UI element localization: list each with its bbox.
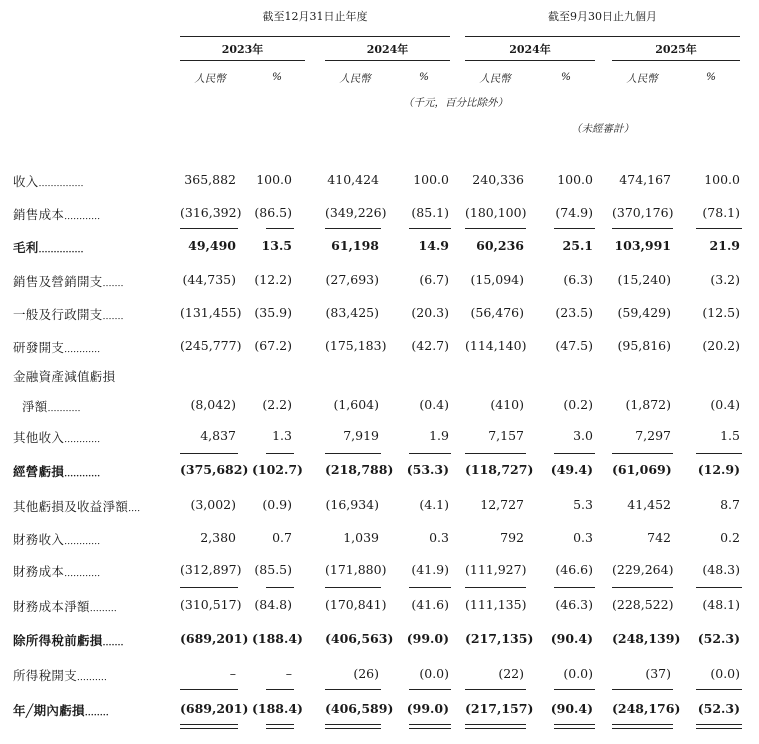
cell-2025-nm-amount: (248,176): [612, 701, 681, 716]
subtotal-rule: [696, 587, 742, 588]
cell-2024-pct: (42.7): [411, 338, 449, 353]
leader-dots: ．．．．．．．: [102, 279, 129, 289]
cell-2025-nm-amount: (59,429): [617, 305, 671, 320]
subtotal-rule: [180, 453, 238, 454]
cell-2024-nm-pct: (6.3): [563, 272, 593, 287]
row-label: [13, 562, 105, 580]
subtotal-rule: [409, 689, 451, 690]
unit-pct-2024-nine-months: %: [561, 71, 571, 83]
cell-2024-pct: (99.0): [406, 701, 449, 716]
year-rule-2024: [325, 60, 450, 61]
subtotal-rule: [465, 228, 526, 229]
subtotal-rule: [554, 689, 595, 690]
cell-2024-nm-amount: (410): [490, 397, 524, 412]
unit-pct-2023: %: [272, 71, 282, 83]
cell-2025-nm-pct: (78.1): [702, 205, 740, 220]
cell-2023-pct: (12.2): [254, 272, 292, 287]
cell-2024-amount: 410,424: [327, 172, 379, 187]
unit-rmb-2025-nine-months: 人民幣: [626, 73, 658, 85]
cell-2023-pct: (188.4): [252, 631, 303, 646]
subtotal-rule: [325, 453, 381, 454]
row-label-text: 除所得稅前虧損: [13, 633, 103, 648]
cell-2023-amount: (44,735): [182, 272, 236, 287]
unaudited-note: （未經審計）: [571, 123, 634, 135]
group-rule-full-year: [180, 36, 450, 37]
cell-2023-amount: 365,882: [184, 172, 236, 187]
subtotal-rule: [325, 587, 381, 588]
cell-2025-nm-pct: (12.5): [702, 305, 740, 320]
leader-dots: ．．．．．．．: [102, 312, 129, 322]
cell-2024-amount: 7,919: [343, 428, 379, 443]
leader-dots: ．．．．．．．．．．．．: [64, 537, 105, 547]
cell-2024-amount: (406,563): [325, 631, 394, 646]
subtotal-rule: [180, 587, 238, 588]
cell-2025-nm-amount: (228,522): [612, 597, 674, 612]
cell-2023-amount: 2,380: [200, 530, 236, 545]
cell-2024-nm-amount: 60,236: [476, 238, 524, 253]
cell-2024-nm-pct: 3.0: [573, 428, 593, 443]
group-header-full-year: 截至12月31日止年度: [262, 10, 368, 23]
year-rule-2024-nine-months: [465, 60, 595, 61]
cell-2023-pct: (0.9): [262, 497, 292, 512]
year-rule-2025-nine-months: [612, 60, 740, 61]
total-double-rule: [465, 724, 526, 729]
unit-note: （千元，百分比除外）: [403, 97, 508, 109]
cell-2024-nm-amount: 240,336: [472, 172, 524, 187]
cell-2024-nm-amount: (118,727): [465, 462, 534, 477]
cell-2025-nm-amount: (1,872): [625, 397, 671, 412]
row-label-text: 財務收入: [13, 532, 65, 547]
leader-dots: ．．．．．．．．．: [89, 604, 122, 614]
row-label-text: 其他收入: [13, 430, 65, 445]
subtotal-rule: [554, 228, 595, 229]
cell-2023-amount: (375,682): [180, 462, 249, 477]
year-header-2025-nine-months: 2025年: [655, 43, 697, 56]
cell-2024-nm-amount: (15,094): [470, 272, 524, 287]
total-double-rule: [325, 724, 381, 729]
cell-2025-nm-pct: 0.2: [720, 530, 740, 545]
leader-dots: ．．．．．．．．．．．．．．．: [38, 245, 89, 255]
cell-2024-pct: (0.0): [419, 666, 449, 681]
total-double-rule: [554, 724, 595, 729]
cell-2024-nm-pct: (47.5): [555, 338, 593, 353]
row-label: [13, 172, 88, 190]
cell-2024-nm-pct: (46.6): [555, 562, 593, 577]
leader-dots: ．．．．．．．．．．．．: [64, 212, 105, 222]
cell-2023-pct: 0.7: [272, 530, 292, 545]
cell-2025-nm-amount: 474,167: [619, 172, 671, 187]
cell-2023-amount: (245,777): [180, 338, 242, 353]
subtotal-rule: [409, 587, 451, 588]
cell-2023-amount: (689,201): [180, 701, 249, 716]
cell-2024-amount: (27,693): [325, 272, 379, 287]
leader-dots: ．．．．．．．．．．: [77, 673, 112, 683]
cell-2024-nm-amount: (111,927): [465, 562, 527, 577]
subtotal-rule: [465, 689, 526, 690]
group-header-nine-months: 截至9月30日止九個月: [548, 10, 657, 23]
cell-2024-nm-pct: 0.3: [573, 530, 593, 545]
unit-rmb-2023: 人民幣: [194, 73, 226, 85]
subtotal-rule: [465, 587, 526, 588]
row-label: [13, 367, 115, 385]
subtotal-rule: [696, 228, 742, 229]
row-label-text: 財務成本: [13, 564, 65, 579]
total-double-rule: [696, 724, 742, 729]
cell-2024-nm-pct: (23.5): [555, 305, 593, 320]
cell-2025-nm-pct: (0.4): [710, 397, 740, 412]
cell-2024-amount: (1,604): [333, 397, 379, 412]
cell-2024-nm-amount: (180,100): [465, 205, 527, 220]
subtotal-rule: [409, 228, 451, 229]
row-label: [13, 666, 112, 684]
cell-2025-nm-pct: (48.1): [702, 597, 740, 612]
leader-dots: ．．．．．．．．．．．．: [64, 345, 105, 355]
cell-2023-pct: (84.8): [254, 597, 292, 612]
cell-2025-nm-amount: 742: [647, 530, 671, 545]
cell-2024-amount: (406,589): [325, 701, 394, 716]
cell-2024-nm-pct: 25.1: [562, 238, 593, 253]
row-label-text: 毛利: [13, 240, 39, 255]
row-label-text: 金融資產減值虧損: [13, 369, 116, 384]
cell-2025-nm-pct: (52.3): [697, 631, 740, 646]
cell-2023-amount: (3,002): [190, 497, 236, 512]
cell-2024-pct: (53.3): [406, 462, 449, 477]
subtotal-rule: [325, 228, 381, 229]
cell-2024-nm-amount: (56,476): [470, 305, 524, 320]
cell-2023-pct: 13.5: [261, 238, 292, 253]
cell-2024-nm-amount: (217,135): [465, 631, 534, 646]
cell-2023-amount: 49,490: [188, 238, 236, 253]
cell-2023-amount: (316,392): [180, 205, 242, 220]
total-double-rule: [266, 724, 294, 729]
cell-2025-nm-amount: (229,264): [612, 562, 674, 577]
cell-2025-nm-amount: 41,452: [627, 497, 671, 512]
leader-dots: ．．．．．．．．: [84, 708, 114, 718]
row-label: [13, 701, 113, 719]
year-header-2024: 2024年: [366, 43, 409, 56]
cell-2024-amount: (170,841): [325, 597, 387, 612]
cell-2024-pct: (41.6): [411, 597, 449, 612]
row-label-text: 淨額: [22, 399, 48, 414]
subtotal-rule: [554, 453, 595, 454]
leader-dots: ．．．．．．．．．．．．．．．: [38, 179, 89, 189]
cell-2023-amount: (8,042): [190, 397, 236, 412]
cell-2023-amount: (310,517): [180, 597, 242, 612]
row-label-text: 其他虧損及收益淨額: [13, 499, 129, 514]
cell-2024-nm-amount: (114,140): [465, 338, 527, 353]
row-label: [13, 205, 105, 223]
leader-dots: ．．．．．．．．．．．．: [64, 469, 105, 479]
cell-2023-pct: (2.2): [262, 397, 292, 412]
year-header-2023: 2023年: [221, 43, 264, 56]
total-double-rule: [180, 724, 238, 729]
cell-2025-nm-amount: 7,297: [635, 428, 671, 443]
row-label: [13, 238, 88, 256]
cell-2025-nm-amount: (61,069): [612, 462, 672, 477]
cell-2024-pct: 100.0: [413, 172, 449, 187]
subtotal-rule: [612, 587, 673, 588]
subtotal-rule: [612, 689, 673, 690]
cell-2024-nm-amount: (217,157): [465, 701, 534, 716]
row-label-text: 銷售成本: [13, 207, 65, 222]
cell-2025-nm-amount: (95,816): [617, 338, 671, 353]
cell-2023-pct: (102.7): [252, 462, 303, 477]
cell-2025-nm-pct: 1.5: [720, 428, 740, 443]
cell-2023-pct: (35.9): [254, 305, 292, 320]
cell-2024-nm-pct: (49.4): [550, 462, 593, 477]
cell-2024-pct: (4.1): [419, 497, 449, 512]
cell-2024-nm-pct: 100.0: [557, 172, 593, 187]
year-header-2024-nine-months: 2024年: [509, 43, 551, 56]
leader-dots: ．．．．．．．: [102, 638, 129, 648]
subtotal-rule: [325, 689, 381, 690]
leader-dots: ．．．．．．．．．．．．: [64, 569, 105, 579]
group-rule-nine-months: [465, 36, 740, 37]
cell-2024-nm-amount: 792: [500, 530, 524, 545]
cell-2024-amount: (218,788): [325, 462, 394, 477]
cell-2024-pct: 0.3: [429, 530, 449, 545]
cell-2024-nm-pct: (90.4): [550, 701, 593, 716]
subtotal-rule: [266, 689, 294, 690]
subtotal-rule: [180, 228, 238, 229]
cell-2024-amount: (26): [353, 666, 379, 681]
cell-2024-pct: (85.1): [411, 205, 449, 220]
subtotal-rule: [696, 453, 742, 454]
row-label-text: 銷售及營銷開支: [13, 274, 103, 289]
subtotal-rule: [180, 689, 238, 690]
cell-2025-nm-pct: (20.2): [702, 338, 740, 353]
leader-dots: ．．．．: [128, 504, 145, 514]
cell-2023-pct: (85.5): [254, 562, 292, 577]
cell-2023-pct: (86.5): [254, 205, 292, 220]
cell-2023-pct: –: [285, 666, 292, 681]
subtotal-rule: [696, 689, 742, 690]
cell-2025-nm-pct: (12.9): [697, 462, 740, 477]
subtotal-rule: [409, 453, 451, 454]
cell-2025-nm-pct: (52.3): [697, 701, 740, 716]
cell-2023-amount: 4,837: [200, 428, 236, 443]
cell-2023-pct: 1.3: [272, 428, 292, 443]
cell-2025-nm-pct: 21.9: [709, 238, 740, 253]
cell-2024-amount: (16,934): [325, 497, 379, 512]
cell-2025-nm-pct: 8.7: [720, 497, 740, 512]
cell-2023-pct: 100.0: [256, 172, 292, 187]
cell-2024-pct: (20.3): [411, 305, 449, 320]
row-label: [13, 597, 121, 615]
row-label: [13, 462, 105, 480]
row-label: [13, 428, 105, 446]
leader-dots: ．．．．．．．．．．．: [47, 404, 86, 414]
cell-2024-pct: (0.4): [419, 397, 449, 412]
cell-2024-nm-amount: 7,157: [488, 428, 524, 443]
cell-2025-nm-pct: (3.2): [710, 272, 740, 287]
unit-rmb-2024-nine-months: 人民幣: [479, 73, 511, 85]
cell-2023-pct: (67.2): [254, 338, 292, 353]
cell-2023-pct: (188.4): [252, 701, 303, 716]
year-rule-2023: [180, 60, 305, 61]
cell-2025-nm-amount: (37): [645, 666, 671, 681]
cell-2024-amount: (349,226): [325, 205, 387, 220]
cell-2025-nm-amount: 103,991: [614, 238, 671, 253]
row-label: [13, 305, 128, 323]
row-label-text: 經營虧損: [13, 464, 65, 479]
cell-2024-amount: (171,880): [325, 562, 387, 577]
cell-2023-amount: (689,201): [180, 631, 249, 646]
cell-2024-amount: (83,425): [325, 305, 379, 320]
leader-dots: ．．．．．．．．．．．．: [64, 435, 105, 445]
cell-2025-nm-pct: (0.0): [710, 666, 740, 681]
cell-2023-amount: (131,455): [180, 305, 242, 320]
unit-pct-2024: %: [419, 71, 429, 83]
row-label-text: 收入: [13, 174, 39, 189]
row-label: [22, 397, 85, 415]
cell-2025-nm-pct: 100.0: [704, 172, 740, 187]
cell-2024-nm-amount: (111,135): [465, 597, 527, 612]
row-label: [13, 497, 145, 515]
subtotal-rule: [266, 453, 294, 454]
cell-2024-amount: 61,198: [331, 238, 379, 253]
row-label: [13, 530, 105, 548]
cell-2024-amount: (175,183): [325, 338, 387, 353]
row-label-text: 所得稅開支: [13, 668, 78, 683]
cell-2024-amount: 1,039: [343, 530, 379, 545]
subtotal-rule: [266, 587, 294, 588]
cell-2025-nm-amount: (370,176): [612, 205, 674, 220]
total-double-rule: [409, 724, 451, 729]
cell-2025-nm-amount: (15,240): [617, 272, 671, 287]
subtotal-rule: [612, 228, 673, 229]
cell-2024-nm-pct: 5.3: [573, 497, 593, 512]
row-label: [13, 631, 128, 649]
cell-2024-nm-amount: 12,727: [480, 497, 524, 512]
cell-2023-amount: –: [229, 666, 236, 681]
cell-2024-pct: 1.9: [429, 428, 449, 443]
cell-2024-nm-pct: (74.9): [555, 205, 593, 220]
total-double-rule: [612, 724, 673, 729]
row-label: [13, 272, 128, 290]
cell-2024-nm-pct: (90.4): [550, 631, 593, 646]
cell-2024-pct: (6.7): [419, 272, 449, 287]
unit-pct-2025-nine-months: %: [706, 71, 716, 83]
row-label-text: 財務成本淨額: [13, 599, 90, 614]
cell-2025-nm-amount: (248,139): [612, 631, 681, 646]
cell-2024-pct: (99.0): [406, 631, 449, 646]
subtotal-rule: [465, 453, 526, 454]
cell-2024-nm-pct: (46.3): [555, 597, 593, 612]
cell-2024-pct: 14.9: [418, 238, 449, 253]
subtotal-rule: [266, 228, 294, 229]
cell-2023-amount: (312,897): [180, 562, 242, 577]
cell-2024-nm-amount: (22): [498, 666, 524, 681]
unit-rmb-2024: 人民幣: [339, 73, 371, 85]
cell-2025-nm-pct: (48.3): [702, 562, 740, 577]
row-label-text: 年╱期內虧損: [13, 703, 85, 718]
cell-2024-nm-pct: (0.0): [563, 666, 593, 681]
subtotal-rule: [554, 587, 595, 588]
row-label: [13, 338, 105, 356]
cell-2024-nm-pct: (0.2): [563, 397, 593, 412]
row-label-text: 一般及行政開支: [13, 307, 103, 322]
row-label-text: 研發開支: [13, 340, 65, 355]
cell-2024-pct: (41.9): [411, 562, 449, 577]
subtotal-rule: [612, 453, 673, 454]
